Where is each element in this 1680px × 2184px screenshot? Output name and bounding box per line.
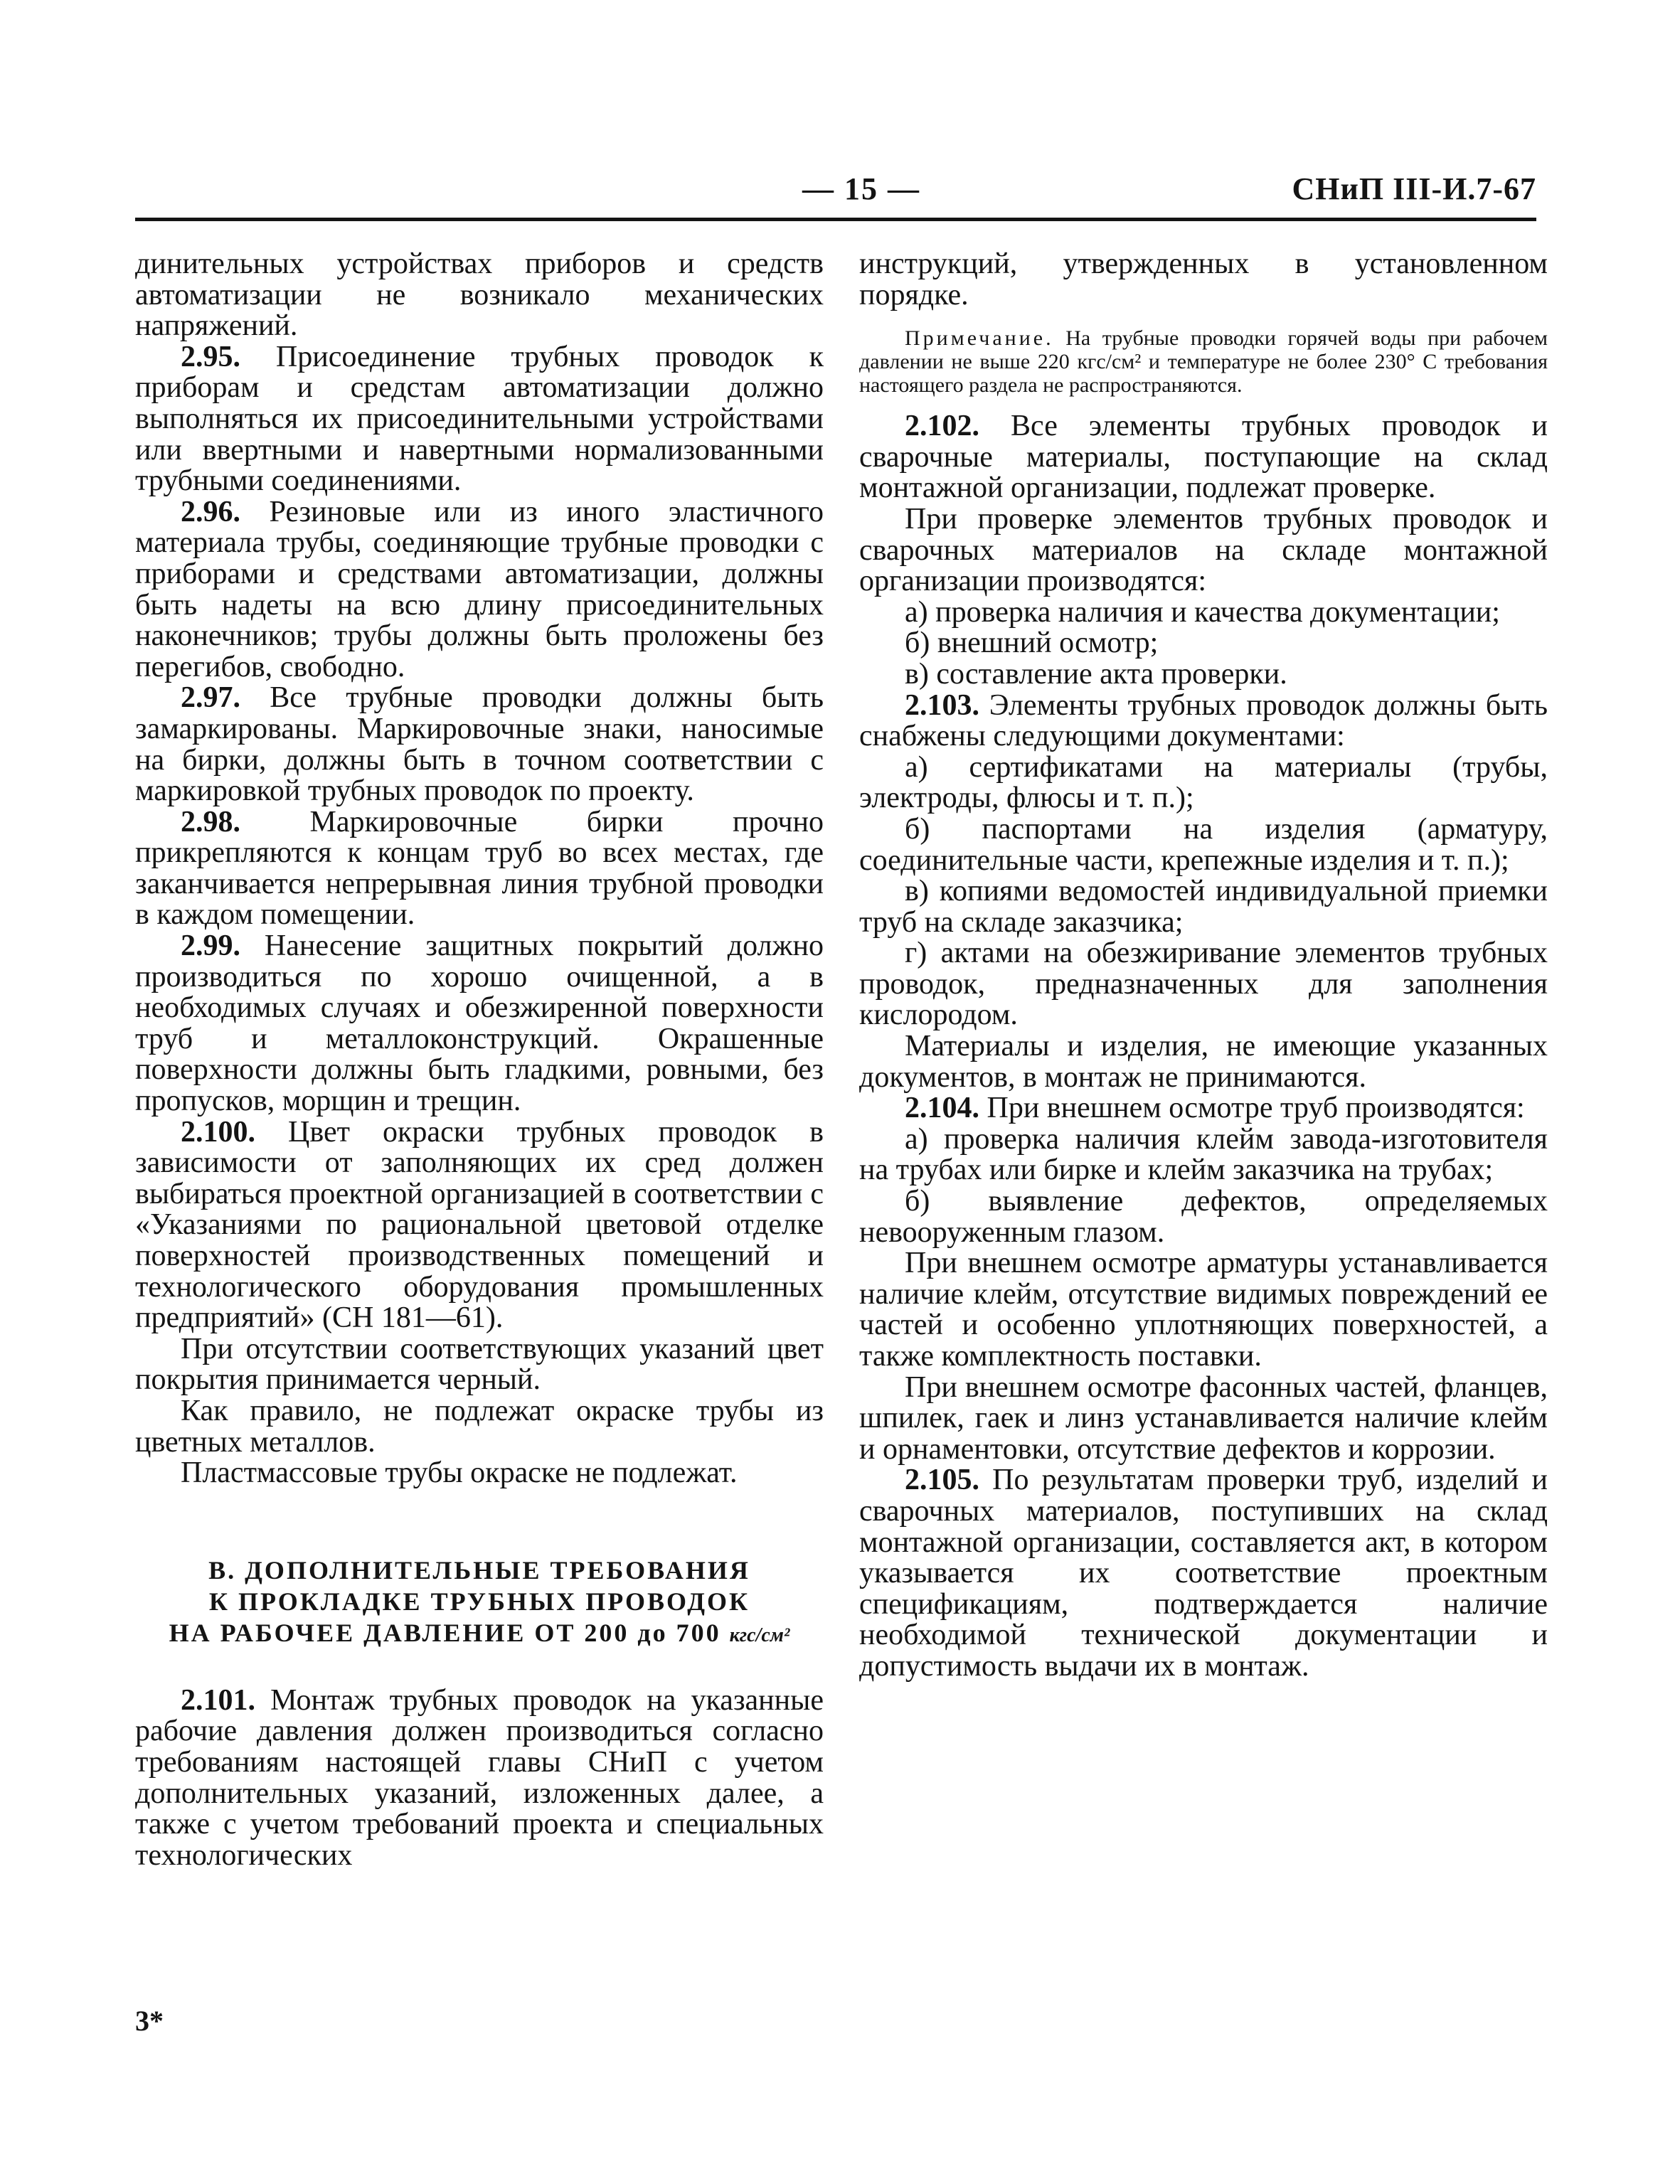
- section-heading: [135, 1555, 824, 1651]
- clause-text: Все трубные проводки должны быть замаркированы. Маркировочные знаки, наносимые на бирки, должны быть в точном соответствии с маркировкой трубных проводок по проекту.: [135, 681, 824, 808]
- note-text: На трубные проводки горячей воды при рабочем давлении не выше 220 кгс/см² и температуре не более 230° С требования настоящего раздела не распространяются.: [859, 326, 1548, 398]
- clause-number: 2.99.: [181, 929, 240, 963]
- clause-number: 2.105.: [905, 1464, 979, 1497]
- clause-text: Монтаж трубных проводок на указанные рабочие давления должен производиться согласно требованиям настоящей главы СНиП с учетом дополнительных указаний, изложенных далее, а также с учетом требований проекта и специальных технологических: [135, 1683, 824, 1872]
- right-column: [859, 249, 1548, 1683]
- clause-text: Маркировочные бирки прочно прикрепляются к концам труб во всех местах, где заканчивается непрерывная линия трубной проводки в каждом помещении.: [135, 805, 824, 932]
- clause-number: 2.101.: [181, 1683, 255, 1717]
- clause-2-102: [859, 411, 1548, 504]
- clause-2-103: [859, 688, 1548, 753]
- clause-text: По результатам проверки труб, изделий и сварочных материалов, поступивших на склад монтажной организации, составляется акт, в котором указывается их соответствие проектным спецификациям, подтверждается наличие необходимой технической документации и допустимость выдачи их в монтаж.: [859, 1464, 1548, 1683]
- clause-number: 2.102.: [905, 410, 979, 443]
- clause-2-97: [135, 683, 824, 806]
- paragraph: При проверке элементов трубных проводок и сварочных материалов на складе монтажной организации производятся:: [859, 502, 1548, 598]
- list-item: в) копиями ведомостей индивидуальной приемки труб на складе заказчика;: [859, 875, 1548, 939]
- clause-2-99: [135, 931, 824, 1117]
- list-item: а) сертификатами на материалы (трубы, электроды, флюсы и т. п.);: [859, 750, 1548, 815]
- paragraph-continuation: динительных устройствах приборов и средств автоматизации не возникало механических напряжений.: [135, 247, 824, 343]
- clause-2-100: [135, 1117, 824, 1334]
- paragraph-continuation: инструкций, утвержденных в установленном порядке.: [859, 247, 1548, 311]
- list-item: б) паспортами на изделия (арматуру, соединительные части, крепежные изделия и т. п.);: [859, 812, 1548, 877]
- list-item: г) актами на обезжиривание элементов трубных проводок, предназначенных для заполнения кислородом.: [859, 937, 1548, 1032]
- clause-number: 2.97.: [181, 681, 240, 715]
- list-item: в) составление акта проверки.: [905, 657, 1287, 691]
- clause-number: 2.100.: [181, 1115, 255, 1149]
- section-heading-line: В. ДОПОЛНИТЕЛЬНЫЕ ТРЕБОВАНИЯ: [208, 1555, 750, 1584]
- header-rule: [135, 218, 1536, 221]
- clause-number: 2.98.: [181, 805, 240, 838]
- clause-text: При внешнем осмотре труб производятся:: [979, 1092, 1525, 1125]
- clause-number: 2.96.: [181, 495, 240, 528]
- clause-number: 2.103.: [905, 688, 979, 722]
- clause-text: Элементы трубных проводок должны быть снабжены следующими документами:: [859, 688, 1548, 753]
- left-column: [135, 249, 824, 1871]
- paragraph: Пластмассовые трубы окраске не подлежат.: [181, 1456, 738, 1490]
- pressure-unit: кгс/см²: [729, 1624, 790, 1646]
- clause-number: 2.95.: [181, 340, 240, 373]
- note-label: Примечание.: [905, 326, 1054, 351]
- section-heading-line: [135, 1617, 824, 1651]
- clause-number: 2.104.: [905, 1092, 979, 1125]
- clause-2-98: [135, 807, 824, 931]
- list-item: а) проверка наличия и качества документации;: [905, 595, 1500, 629]
- signature-mark: 3*: [135, 2005, 164, 2037]
- clause-2-104: [859, 1093, 1548, 1124]
- paragraph: Материалы и изделия, не имеющие указанных документов, в монтаж не принимаются.: [859, 1030, 1548, 1094]
- note: [859, 326, 1548, 397]
- clause-text: Цвет окраски трубных проводок в зависимости от заполняющих их сред должен выбираться проектной организацией в соответствии с «Указаниями по рациональной цветовой отделке поверхностей производственных помещений и технологического оборудования промышленных предприятий» (СН 181—61).: [135, 1115, 824, 1335]
- paragraph: При внешнем осмотре фасонных частей, фланцев, шпилек, гаек и линз устанавливается наличие клейм и орнаментовки, отсутствие дефектов и коррозии.: [859, 1370, 1548, 1466]
- clause-text: Нанесение защитных покрытий должно производиться по хорошо очищенной, а в необходимых случаях и обезжиренной поверхности труб и металлоконструкций. Окрашенные поверхности должны быть гладкими, ровными, без пропусков, морщин и трещин.: [135, 929, 824, 1118]
- document-code: СНиП III-И.7-67: [1292, 171, 1536, 206]
- clause-2-101: [135, 1685, 824, 1872]
- list-item: а) проверка наличия клейм завода-изготовителя на трубах или бирке и клейм заказчика на трубах;: [859, 1122, 1548, 1187]
- list-item: б) внешний осмотр;: [905, 627, 1159, 660]
- paragraph: Как правило, не подлежат окраске трубы из цветных металлов.: [135, 1394, 824, 1459]
- section-heading-text: НА РАБОЧЕЕ ДАВЛЕНИЕ ОТ 200 до 700: [169, 1618, 721, 1647]
- clause-2-96: [135, 497, 824, 683]
- clause-text: Резиновые или из иного эластичного материала трубы, соединяющие трубные проводки с приборами и средствами автоматизации, должны быть надеты на всю длину присоединительных наконечников; трубы должны быть проложены без перегибов, свободно.: [135, 495, 824, 683]
- clause-text: Присоединение трубных проводок к приборам и средстам автоматизации должно выполняться их присоединительными устройствами или ввертными и навертными нормализованными трубными соединениями.: [135, 340, 824, 498]
- clause-2-95: [135, 342, 824, 497]
- paragraph: При отсутствии соответствующих указаний цвет покрытия принимается черный.: [135, 1332, 824, 1397]
- clause-2-105: [859, 1465, 1548, 1682]
- page-number: — 15 —: [802, 171, 920, 206]
- clause-text: Все элементы трубных проводок и сварочные материалы, поступающие на склад монтажной организации, подлежат проверке.: [859, 410, 1548, 505]
- paragraph: При внешнем осмотре арматуры устанавливается наличие клейм, отсутствие видимых повреждений ее частей и особенно уплотняющих поверхностей, а также комплектность поставки.: [859, 1247, 1548, 1373]
- list-item: б) выявление дефектов, определяемых невооруженным глазом.: [859, 1185, 1548, 1249]
- section-heading-line: К ПРОКЛАДКЕ ТРУБНЫХ ПРОВОДОК: [208, 1587, 750, 1616]
